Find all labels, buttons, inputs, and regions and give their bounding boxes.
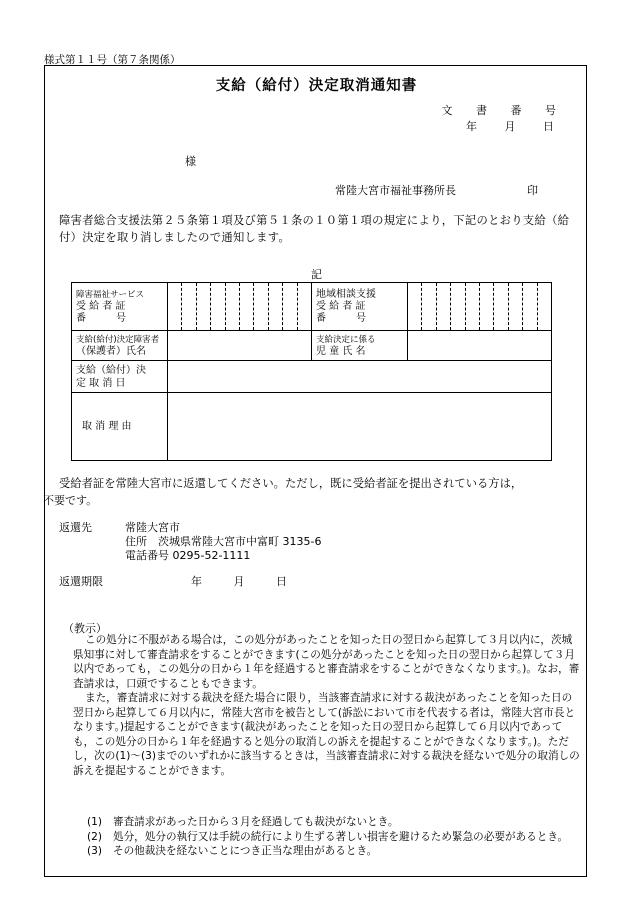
return-to-address: 住所 茨城県常陸大宮市中富町 3135-6	[125, 535, 322, 548]
child-name-label-a: 支給決定に係る	[316, 334, 376, 345]
item-number: (2)	[87, 830, 103, 843]
service-cert-number-field[interactable]	[168, 283, 312, 331]
kyoji-paragraph-1: この処分に不服がある場合は，この処分があったことを知った日の翌日から起算して３月以内に，茨城県知事に対して審査請求をすることができます(この処分があったことを知った日の翌日から起算して３月以内であっても，この処分の日から１年を経過すると審査請求をすることができなくなります。)。なお，審査請求は，口頭ですることもできます。	[73, 634, 580, 690]
notice-frame	[44, 65, 587, 877]
list-item	[73, 830, 583, 845]
return-note: 受給者証を常陸大宮市に返還してください。ただし，既に受給者証を提出されている方は，	[59, 477, 523, 490]
service-cert-label-a: 障害福祉サービス	[76, 289, 145, 300]
list-item	[73, 844, 583, 859]
recipient-table	[71, 282, 552, 461]
service-cert-label-c: 番 号	[76, 312, 126, 324]
form-number: 様式第１１号（第７条関係）	[44, 54, 181, 66]
consult-cert-label-c: 番 号	[316, 312, 366, 324]
kyoji-items	[73, 815, 583, 859]
return-to-label: 返還先	[59, 521, 92, 534]
seal-mark: 印	[527, 184, 538, 197]
ki-heading: 記	[311, 268, 322, 281]
return-to-name: 常陸大宮市	[125, 521, 180, 534]
table-row	[72, 283, 552, 331]
consult-cert-label-b: 受 給 者 証	[316, 300, 366, 312]
consult-cert-label-a: 地域相談支援	[316, 288, 376, 300]
cancel-date-label	[72, 361, 168, 393]
recipient-name-field[interactable]	[168, 331, 312, 361]
item-text: その他裁決を経ないことにつき正当な理由があるとき。	[113, 845, 378, 857]
return-to-tel: 電話番号 0295-52-1111	[125, 549, 251, 562]
addressee-suffix: 様	[185, 155, 196, 168]
cancel-date-label-a: 支給（給付）決	[76, 364, 146, 376]
item-number: (1)	[87, 816, 103, 828]
item-text: 審査請求があった日から３月を経過しても裁決がないとき。	[113, 816, 399, 828]
date-label: 年 月 日	[466, 120, 566, 133]
child-name-field[interactable]	[408, 331, 552, 361]
cancel-reason-field[interactable]	[168, 393, 552, 461]
table-row	[72, 393, 552, 461]
child-name-label-b: 児 童 氏 名	[316, 345, 366, 357]
service-cert-label	[72, 283, 168, 331]
issuer: 常陸大宮市福祉事務所長	[335, 184, 456, 197]
consult-cert-number-field[interactable]	[408, 283, 552, 331]
return-deadline-value: 年 月 日	[191, 575, 291, 588]
document-title: 支給（給付）決定取消通知書	[215, 78, 418, 94]
cancel-date-field[interactable]	[168, 361, 552, 393]
item-number: (3)	[87, 845, 103, 857]
kyoji-paragraph-2: また，審査請求に対する裁決を経た場合に限り，当該審査請求に対する裁決があったことを知った日の翌日から起算して６月以内に，常陸大宮市を被告として(訴訟において市を代表する者は，常陸大宮市長となります。)提起することができます(裁決があったことを知った日の翌日から起算して６月以内であっても，この処分の日から１年を経過すると処分の取消しの訴えを提起することができなくなります。)。ただし，次の(1)～(3)までのいずれかに該当するときは，当該審査請求に対する裁決を経ないで処分の取消しの訴えを提起することができます。	[73, 692, 580, 777]
consult-cert-label	[312, 283, 408, 331]
intro-text: 障害者総合支援法第２５条第１項及び第５１条の１０第１項の規定により，下記のとおり支給（給付）決定を取り消しましたので通知します。	[59, 214, 570, 244]
table-row	[72, 331, 552, 361]
item-text: 処分，処分の執行又は手続の続行により生ずる著しい損害を避けるため緊急の必要があるとき。	[113, 830, 569, 843]
recipient-name-label-a: 支給(給付)決定障害者	[76, 334, 160, 345]
cancel-date-label-b: 定 取 消 日	[76, 377, 126, 389]
child-name-label	[312, 331, 408, 361]
recipient-name-label	[72, 331, 168, 361]
cancel-reason-label: 取 消 理 由	[72, 393, 168, 461]
table-row	[72, 361, 552, 393]
kyoji-body	[73, 633, 581, 778]
doc-number-label: 文 書 番 号	[441, 104, 566, 117]
return-note-cont: 不要です。	[43, 494, 98, 507]
list-item	[73, 815, 583, 830]
return-deadline-label: 返還期限	[59, 575, 103, 588]
recipient-name-label-b: （保護者）氏名	[76, 345, 146, 357]
service-cert-label-b: 受 給 者 証	[76, 300, 126, 312]
kyoji-label: （教示）	[63, 622, 107, 635]
